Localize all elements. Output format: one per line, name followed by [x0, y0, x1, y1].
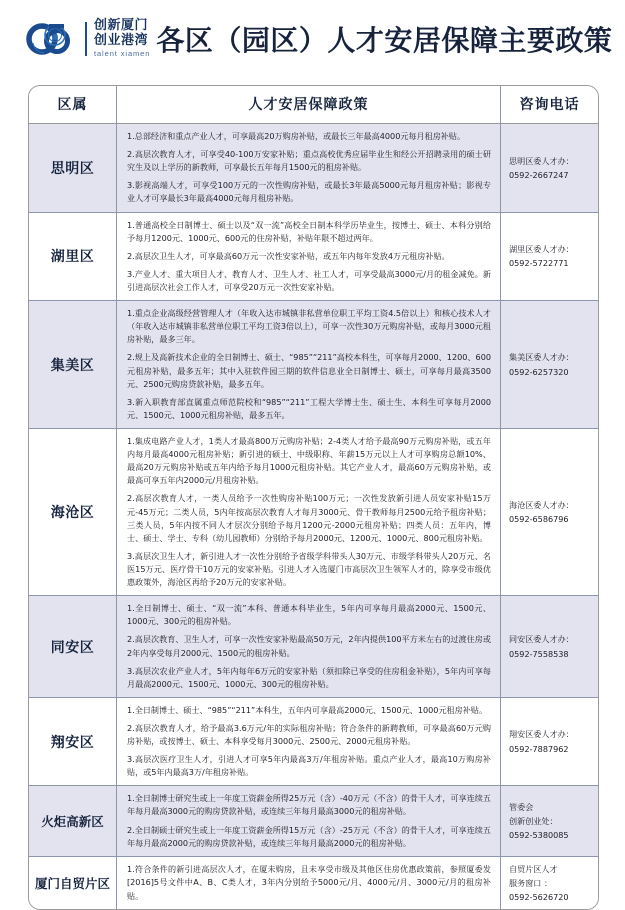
district-name-cell: 湖里区: [29, 213, 117, 302]
page-header: [0, 0, 625, 78]
policy-text-cell: [117, 786, 501, 856]
policy-item: 3.高层次卫生人才，新引进人才一次性分别给予省级学科带头人30万元、市级学科带头人20万元、名医15万元、医疗骨干10万元的安家补贴。引进人才入选厦门市高层次卫生领军人才的，除享受市级优惠政策外，海沧区再给予20万元的安家补贴。: [127, 550, 491, 588]
contact-line: 服务窗口 ：: [509, 877, 553, 888]
policy-item: 2.高层次卫生人才，可享最高60万元一次性安家补贴，或五年内每年发放4万元租房补贴。: [127, 250, 450, 261]
contact-line: 0592-6257320: [509, 366, 569, 377]
policy-text-cell: [117, 124, 501, 213]
contact-line: 湖里区委人才办：: [509, 244, 574, 255]
policy-item: 2.全日制硕士研究生或上一年度工资薪金所得15万元（含）-25万元（不含）的骨干人才，可享连续五年每月最高2000元的购房贷款补贴，或连续三年每月最高2000元的租房补贴。: [127, 824, 491, 848]
contact-line: 0592-5626720: [509, 892, 569, 903]
policy-text-cell: [117, 596, 501, 698]
table-row: [29, 213, 598, 302]
contact-line: 0592-2667247: [509, 169, 569, 180]
policy-item: 3.高层次医疗卫生人才，引进人才可享5年内最高3万/年租房补贴。重点产业人才，最高10万购房补贴，或5年内最高3万/年租房补贴。: [127, 754, 491, 778]
policy-item: 3.产业人才、重大项目人才、教育人才、卫生人才、社工人才，可享受最高3000元/月的租金减免。新引进高层次社会工作人才，可享受20万元一次性安家补贴。: [127, 268, 491, 292]
page-title: 各区（园区）人才安居保障主要政策: [156, 24, 613, 57]
policy-item: 2.高层次教育人才，给予最高3.6万元/年的实际租房补贴；符合条件的新聘教师，可享最高60万元购房补贴，或按博士、硕士、本科享受每月3000元、2500元、2000元租房补贴。: [127, 722, 491, 747]
contact-line: 翔安区委人才办：: [509, 729, 574, 740]
logo-divider: [85, 22, 87, 56]
policy-item: 1.符合条件的新引进高层次人才，在厦未购房，且未享受市级及其他区住房优惠政策前，参照厦委发[2016]5号文件中A、B、C类人才，3年内分别给予5000元/月、4000元/月、3000元/月的租房补贴。: [127, 864, 491, 901]
brand-line-1: 创新厦门: [94, 18, 149, 34]
contact-line: 0592-7887962: [509, 743, 569, 754]
policy-table: [28, 85, 599, 910]
policy-item: 1.全日制博士研究生或上一年度工资薪金所得25万元（含）-40万元（不含）的骨干人才，可享连续五年每月最高3000元的购房贷款补贴，或连续三年每月最高3000元的租房补贴。: [127, 793, 491, 817]
contact-phone-cell: [501, 213, 598, 302]
district-name-cell: 翔安区: [29, 698, 117, 787]
contact-phone-cell: [501, 698, 598, 787]
contact-line: 管委会: [509, 801, 534, 812]
policy-text-cell: [117, 698, 501, 787]
district-name-cell: 海沧区: [29, 429, 117, 596]
column-header-district: 区属: [29, 86, 117, 124]
table-row: [29, 124, 598, 213]
policy-item: 3.新入职教育部直属重点师范院校和“985”“211”工程大学博士生、硕士生、本科生可享每月2000元、1500元、1000元租房补贴，最多五年。: [127, 396, 491, 420]
district-name-cell: 集美区: [29, 301, 117, 429]
contact-line: 0592-6586796: [509, 514, 569, 525]
contact-phone-cell: [501, 429, 598, 596]
table-row: [29, 596, 598, 698]
policy-item: 1.总部经济和重点产业人才，可享最高20万购房补贴，或最长三年最高4000元每月租房补贴。: [127, 131, 466, 141]
contact-line: 0592-7558538: [509, 648, 569, 659]
brand-line-english: talent xiamen: [94, 49, 151, 59]
contact-line: 海沧区委人才办：: [509, 499, 574, 510]
policy-table-body: [29, 124, 598, 909]
table-row: [29, 857, 598, 909]
table-row: [29, 429, 598, 596]
contact-line: 自贸片区人才: [509, 863, 558, 874]
table-row: [29, 786, 598, 856]
district-name-cell: 厦门自贸片区: [29, 857, 117, 909]
policy-item: 2.规上及高新技术企业的全日制博士、硕士、“985”“211”高校本科生，可享每月2000、1200、600元租房补贴，最多五年；其中入驻软件园三期的软件信息业全日制博士、硕士，可享每月最高3500元、2500元购房贷款补贴，最多五年。: [127, 352, 491, 389]
policy-item: 3.高层次农业产业人才，5年内每年6万元的安家补贴（须扣除已享受的住房租金补贴），5年内可享每月最高2000元、1500元、1000元、300元的租房补贴。: [127, 665, 491, 689]
policy-item: 3.影视高端人才，可享受100万元的一次性购房补贴，或最长3年最高5000元每月租房补贴；影视专业人才可享最长3年最高4000元每月租房补贴。: [127, 180, 491, 204]
contact-line: 集美区委人才办：: [509, 352, 574, 363]
contact-line: 0592-5380085: [509, 830, 569, 841]
brand-wordmark: [94, 19, 150, 58]
policy-item: 1.全日制博士、硕士、“985”“211”本科生，五年内可享最高2000元、1500元、1000元租房补贴。: [127, 704, 488, 715]
district-name-cell: 思明区: [29, 124, 117, 213]
policy-item: 2.高层次教育、卫生人才，可享一次性安家补贴最高50万元，2年内提供100平方米左右的过渡住房或2年内享受每月2000元、1500元的租房补贴。: [127, 634, 491, 658]
policy-item: 1.集成电路产业人才，1类人才最高800万元购房补贴；2-4类人才给予最高90万元购房补贴，或五年内每月最高4000元租房补贴；新引进的硕士、中级职称、年薪15万元以上人才可享购房总额10%、最高20万元购房补贴或五年内给予每月1000元租房补贴。其它产业人才，最高60万元购房补贴，或最高可享五年内2000元/月租房补贴。: [127, 435, 491, 486]
column-header-policy: 人才安居保障政策: [117, 86, 501, 124]
brand-line-2: 创业港湾: [94, 32, 149, 48]
interlocking-rings-logo-icon: [26, 15, 80, 63]
policy-item: 2.高层次教育人才，一类人员给予一次性购房补贴100万元；一次性发放新引进人员安家补贴15万元-45万元；二类人员，5内年按高层次教育人才每月3000元、骨干教师每月2500元给予租房补贴；三类人员，5年内按不同人才层次分别给予每月1200元-2000元租房补贴；四类人员：五年内，博士、硕士、学士、专科（幼儿园教师）分别给予每月2000元、1200元、1000元、800元租房补贴。: [127, 493, 491, 543]
policy-text-cell: [117, 857, 501, 909]
contact-phone-cell: [501, 124, 598, 213]
district-name-cell: 火炬高新区: [29, 786, 117, 856]
table-row: [29, 698, 598, 787]
policy-text-cell: [117, 213, 501, 302]
contact-phone-cell: [501, 786, 598, 856]
policy-item: 2.高层次教育人才，可享受40-100万安家补贴；重点高校优秀应届毕业生和经公开招聘录用的硕士研究生及以上学历的新教师，可享最长五年每月1500元的租房补贴。: [127, 149, 491, 173]
contact-line: 创新创业处：: [509, 816, 558, 827]
policy-text-cell: [117, 429, 501, 596]
policy-item: 1.重点企业高级经营管理人才（年收入达市城镇非私营单位职工平均工资4.5倍以上）和核心技术人才（年收入达市城镇非私营单位职工平均工资3倍以上），可享一次性30万元购房补贴，或每月3000元租房补贴，最多三年。: [127, 308, 491, 345]
contact-line: 同安区委人才办：: [509, 634, 574, 645]
table-row: [29, 301, 598, 429]
column-header-phone: 咨询电话: [501, 86, 598, 124]
contact-phone-cell: [501, 857, 598, 909]
policy-table-container: [28, 85, 597, 910]
policy-item: 1.普通高校全日制博士、硕士以及“双一流”高校全日制本科学历毕业生，按博士、硕士、本科分别给予每月1200元、1000元、600元的住房补贴，补贴年限不超过两年。: [127, 219, 491, 243]
contact-line: 思明区委人才办：: [509, 155, 574, 166]
table-header-row: [29, 86, 598, 124]
contact-line: 0592-5722771: [509, 258, 569, 269]
district-name-cell: 同安区: [29, 596, 117, 698]
policy-text-cell: [117, 301, 501, 429]
contact-phone-cell: [501, 596, 598, 698]
contact-phone-cell: [501, 301, 598, 429]
brand-logo: [26, 15, 150, 63]
policy-item: 1.全日制博士、硕士、“双一流”本科、普通本科毕业生，5年内可享每月最高2000元、1500元、1000元、300元的租房补贴。: [127, 603, 491, 627]
